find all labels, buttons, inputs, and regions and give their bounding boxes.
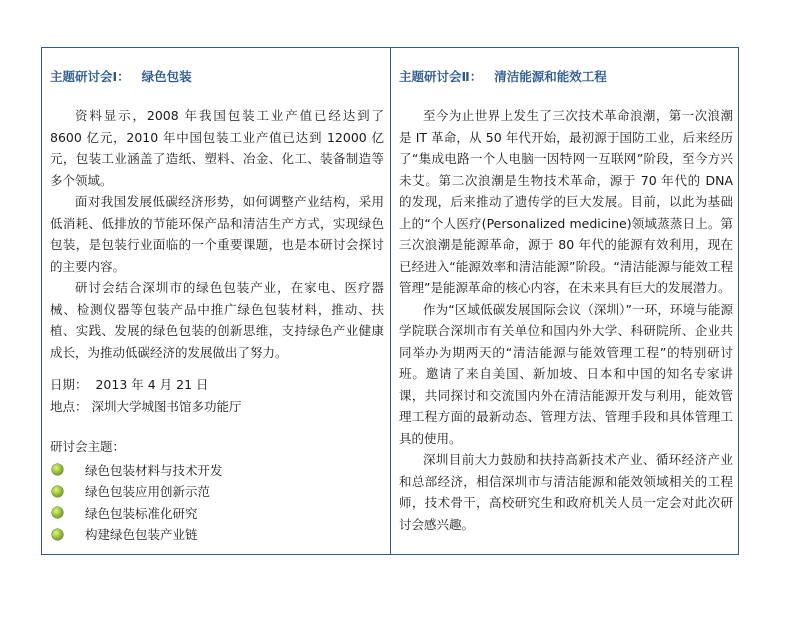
- right-title-topic: 清洁能源和能效工程: [494, 69, 607, 84]
- topic-text: 绿色包装材料与技术开发: [85, 462, 223, 478]
- bullet-icon: [52, 507, 63, 518]
- venue-label: 地点：: [50, 398, 88, 414]
- topic-text: 构建绿色包装产业链: [85, 527, 198, 543]
- left-paragraph: 面对我国发展低碳经济形势，如何调整产业结构，采用低消耗、低排放的节能环保产品和清洁生产方式，实现绿色包装，是包装行业面临的一个重要课题，也是本研讨会探讨的主要内容。: [50, 194, 384, 274]
- left-title-label: 主题研讨会Ⅰ：: [50, 69, 130, 84]
- venue-row: [50, 396, 242, 418]
- right-paragraph: 作为“区域低碳发展国际会议（深圳）”一环，环境与能源学院联合深圳市有关单位和国内外大学、科研院所、企业共同举办为期两天的“清洁能源与能效管理工程”的特别研讨班。邀请了来自美国、新加坡、日本和中国的知名专家讲课，共同探讨和交流国内外在清洁能源开发与利用，能效管理工程方面的最新动态、管理方法、管理手段和具体管理工具的使用。: [399, 301, 733, 446]
- bullet-icon: [52, 464, 63, 475]
- left-body: [50, 105, 384, 363]
- content-frame: [41, 47, 739, 555]
- left-paragraph: 资料显示，2008 年我国包装工业产值已经达到了 8600 亿元，2010 年中国包装工业产值已达到 12000 亿元，包装工业涵盖了造纸、塑料、冶金、化工、装备制造等多个领域。: [50, 108, 384, 188]
- venue-value: 深圳大学城图书馆多功能厅: [91, 398, 242, 414]
- list-item: [52, 502, 223, 524]
- date-value: 2013 年 4 月 21 日: [95, 377, 209, 392]
- left-paragraph: 研讨会结合深圳市的绿色包装产业，在家电、医疗器械、检测仪器等包装产品中推广绿色包装材料，推动、扶植、实践、发展的绿色包装的创新思维，支持绿色产业健康成长，为推动低碳经济的发展做出了努力。: [50, 280, 384, 360]
- list-item: [52, 481, 223, 503]
- column-divider: [390, 48, 391, 554]
- left-title-topic: 绿色包装: [141, 69, 192, 84]
- date-row: [50, 374, 242, 396]
- event-meta: [50, 374, 242, 417]
- right-paragraph: 至今为止世界上发生了三次技术革命浪潮，第一次浪潮是 IT 革命，从 50 年代开始，最初源于国防工业，后来经历了“集成电路一个人电脑一因特网一互联网”阶段，至今方兴未艾。第二次浪潮是生物技术革命，源于 70 年代的 DNA 的发现，后来推动了遗传学的巨大发展。目前，以此为基础上的“个人医疗(Personalized medicine)领域蒸蒸日上。第三次浪潮是能源革命，源于 80 年代的能源有效利用，现在已经进入“能源效率和清洁能源”阶段。“清洁能源与能效工程管理”是能源革命的核心内容，在未来具有巨大的发展潜力。: [399, 108, 733, 295]
- left-section-title: [50, 67, 192, 85]
- list-item: [52, 459, 223, 481]
- date-label: 日期：: [50, 377, 88, 392]
- topics-list: [52, 459, 223, 545]
- bullet-icon: [52, 529, 63, 540]
- list-item: [52, 524, 223, 546]
- right-section-title: [399, 67, 607, 85]
- topic-text: 绿色包装应用创新示范: [85, 484, 211, 500]
- bullet-icon: [52, 486, 63, 497]
- topic-text: 绿色包装标准化研究: [85, 505, 198, 521]
- right-title-label: 主题研讨会Ⅱ：: [399, 69, 483, 84]
- right-body: [399, 105, 733, 535]
- topics-heading: 研讨会主题：: [50, 439, 126, 454]
- right-paragraph: 深圳目前大力鼓励和扶持高新技术产业、循环经济产业和总部经济，相信深圳市与清洁能源和能效领域相关的工程师，技术骨干，高校研究生和政府机关人员一定会对此次研讨会感兴趣。: [399, 452, 733, 532]
